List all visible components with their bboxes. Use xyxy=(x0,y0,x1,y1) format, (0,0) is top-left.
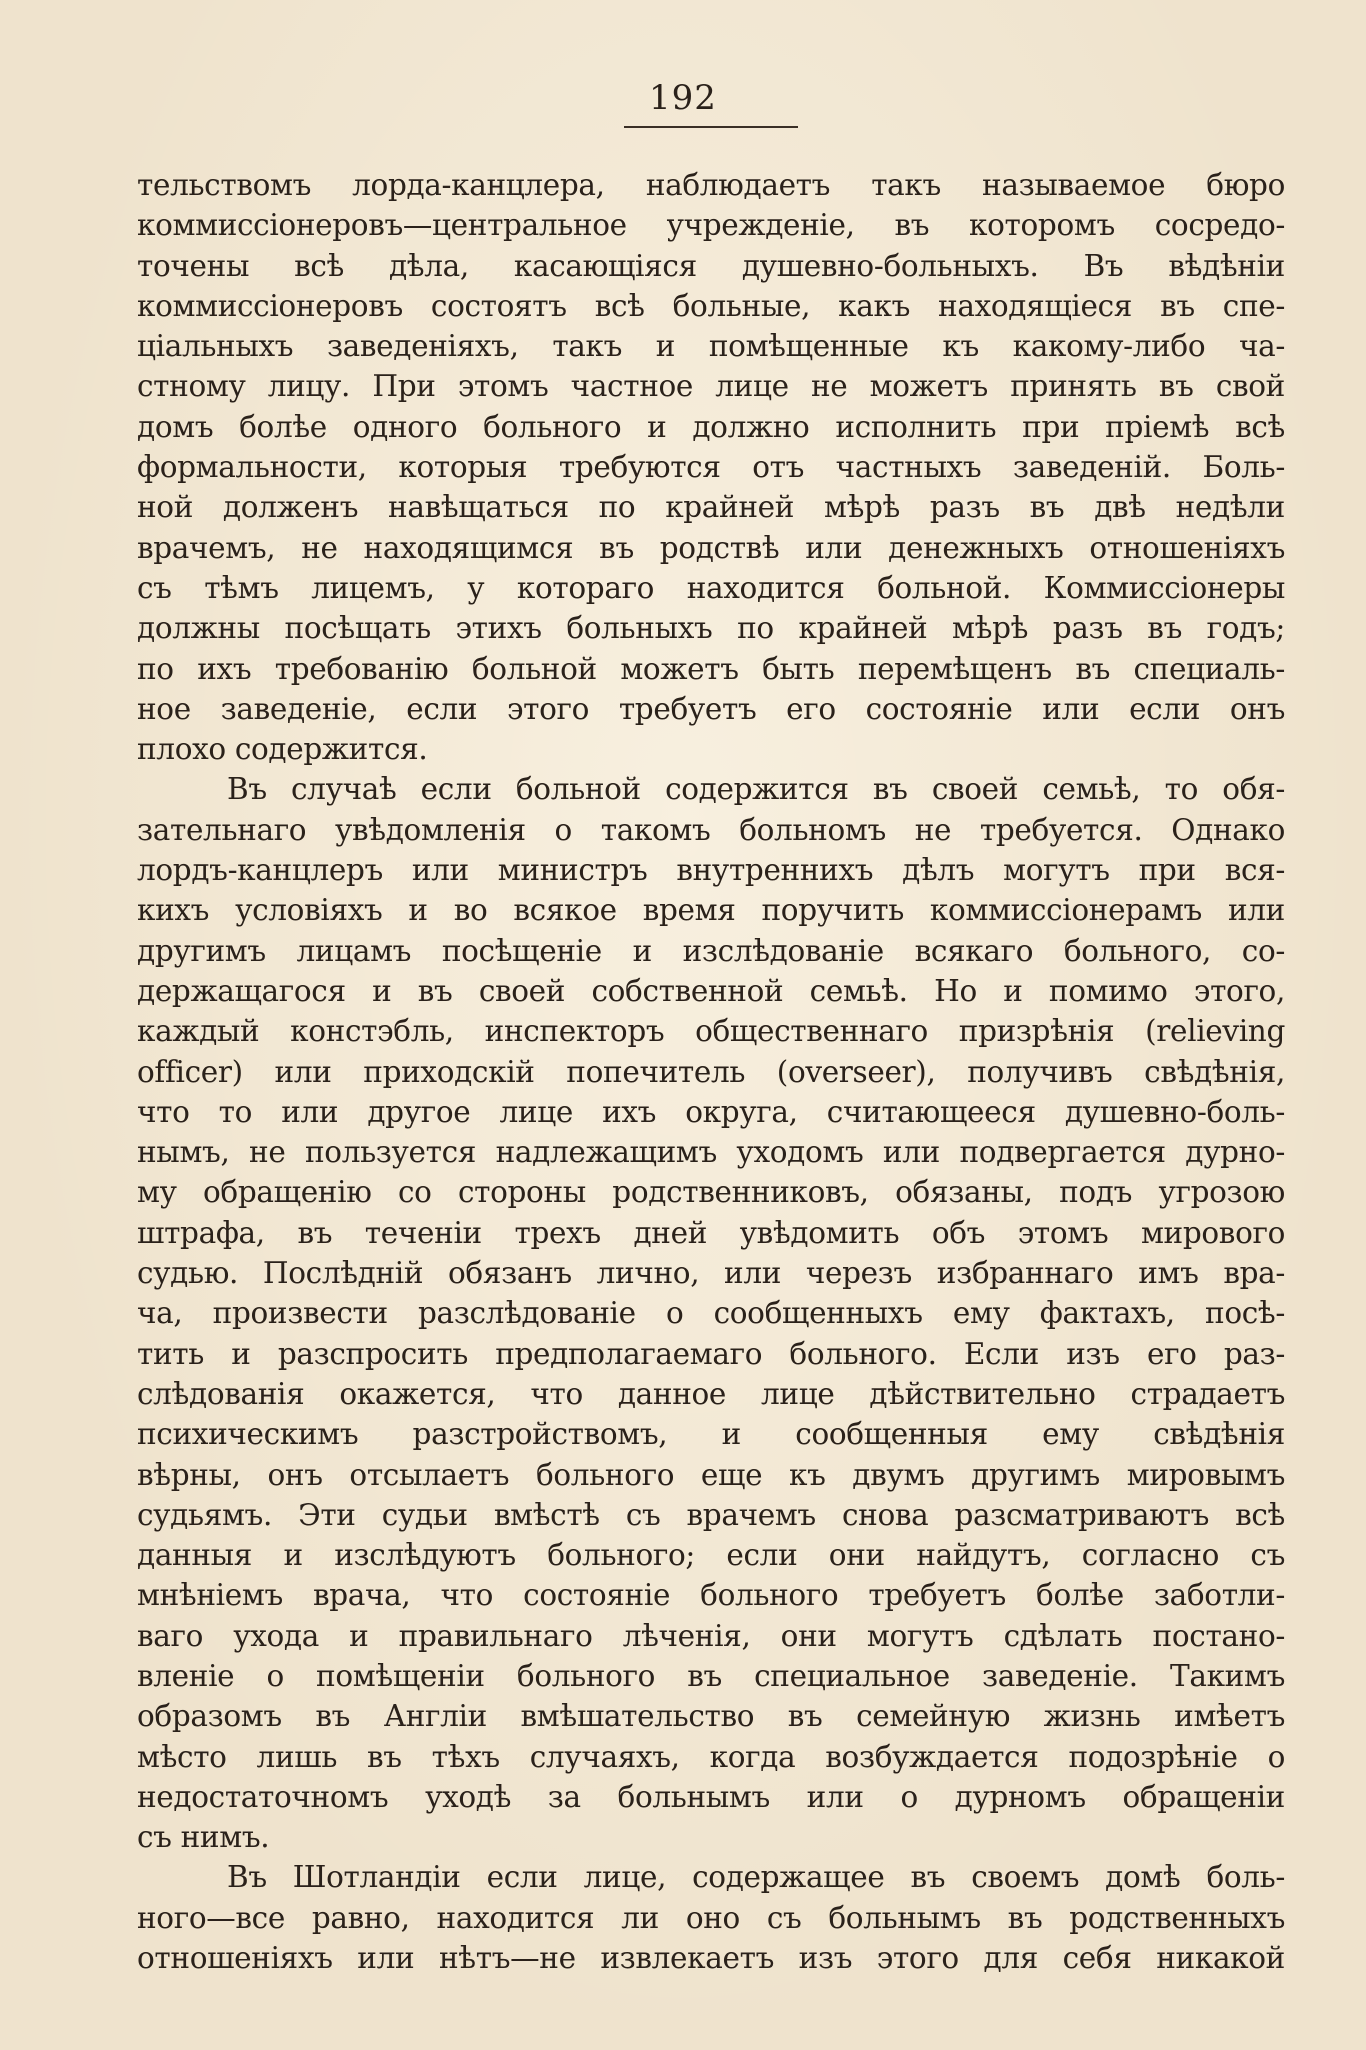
text-line: что то или другое лице ихъ округа, считающееся душевно-боль- xyxy=(137,1094,1285,1129)
text-line: точены всѣ дѣла, касающіяся душевно-больныхъ. Въ вѣдѣніи xyxy=(137,248,1285,283)
text-line: данныя и изслѣдуютъ больного; если они найдутъ, согласно съ xyxy=(137,1538,1285,1573)
text-line: слѣдованія окажется, что данное лице дѣйствительно страдаетъ xyxy=(137,1376,1285,1411)
text-line: съ тѣмъ лицемъ, у котораго находится больной. Коммиссіонеры xyxy=(137,570,1285,605)
text-line: плохо содержится. xyxy=(137,732,428,767)
text-line: ного—все равно, находится ли оно съ больнымъ въ родственныхъ xyxy=(137,1900,1285,1935)
text-line: тельствомъ лорда-канцлера, наблюдаетъ такъ называемое бюро xyxy=(137,168,1285,202)
text-line: коммиссіонеровъ состоятъ всѣ больные, какъ находящіеся въ спе- xyxy=(137,288,1285,323)
text-line: другимъ лицамъ посѣщеніе и изслѣдованіе всякаго больного, со- xyxy=(137,933,1285,968)
text-line: ча, произвести разслѣдованіе о сообщенныхъ ему фактахъ, посѣ- xyxy=(137,1296,1285,1331)
text-line: му обращенію со стороны родственниковъ, обязаны, подъ угрозою xyxy=(137,1175,1285,1210)
text-line: домъ болѣе одного больного и должно исполнить при пріемѣ всѣ xyxy=(137,409,1285,444)
text-line: образомъ въ Англіи вмѣшательство въ семейную жизнь имѣетъ xyxy=(137,1699,1285,1734)
text-line: недостаточномъ уходѣ за больнымъ или о дурномъ обращеніи xyxy=(137,1779,1285,1814)
text-line: отношеніяхъ или нѣтъ—не извлекаетъ изъ этого для себя никакой xyxy=(137,1941,1285,1976)
body-text xyxy=(137,165,1285,1978)
text-line: по ихъ требованію больной можетъ быть перемѣщенъ въ специаль- xyxy=(137,651,1285,686)
text-line: лордъ-канцлеръ или министръ внутреннихъ дѣлъ могутъ при вся- xyxy=(137,853,1285,888)
text-line: Въ случаѣ если больной содержится въ своей семьѣ, то обя- xyxy=(227,772,1285,807)
text-line: ціальныхъ заведеніяхъ, такъ и помѣщенные къ какому-либо ча- xyxy=(137,329,1285,364)
text-line: стному лицу. При этомъ частное лице не можетъ принять въ свой xyxy=(137,369,1285,404)
text-line: Въ Шотландіи если лице, содержащее въ своемъ домѣ боль- xyxy=(227,1860,1285,1895)
text-line: ной долженъ навѣщаться по крайней мѣрѣ разъ въ двѣ недѣли xyxy=(137,490,1285,525)
text-line: мнѣніемъ врача, что состояніе больного требуетъ болѣе заботли- xyxy=(137,1578,1285,1613)
text-line: должны посѣщать этихъ больныхъ по крайней мѣрѣ разъ въ годъ; xyxy=(137,611,1285,646)
text-line: вѣрны, онъ отсылаетъ больного еще къ двумъ другимъ мировымъ xyxy=(137,1457,1285,1492)
text-line: формальности, которыя требуются отъ частныхъ заведеній. Боль- xyxy=(137,450,1285,485)
text-line: ное заведеніе, если этого требуетъ его состояніе или если онъ xyxy=(137,691,1285,726)
text-line: каждый констэбль, инспекторъ общественнаго призрѣнія (relieving xyxy=(137,1014,1285,1049)
text-line: врачемъ, не находящимся въ родствѣ или денежныхъ отношеніяхъ xyxy=(137,530,1285,565)
page-number: 192 xyxy=(649,78,717,118)
text-line: кихъ условіяхъ и во всякое время поручить коммиссіонерамъ или xyxy=(137,893,1285,928)
text-line: тить и разспросить предполагаемаго больного. Если изъ его раз- xyxy=(137,1336,1285,1371)
text-line: officer) или приходскій попечитель (overseer), получивъ свѣдѣнія, xyxy=(137,1054,1285,1089)
text-line: судью. Послѣдній обязанъ лично, или черезъ избраннаго имъ вра- xyxy=(137,1256,1285,1291)
text-line: вленіе о помѣщеніи больного въ специальное заведеніе. Такимъ xyxy=(137,1658,1285,1693)
text-line: держащагося и въ своей собственной семьѣ. Но и помимо этого, xyxy=(137,973,1285,1008)
text-line: психическимъ разстройствомъ, и сообщенныя ему свѣдѣнія xyxy=(137,1417,1285,1452)
text-line: судьямъ. Эти судьи вмѣстѣ съ врачемъ снова разсматриваютъ всѣ xyxy=(137,1497,1285,1532)
text-line: съ нимъ. xyxy=(137,1820,270,1855)
text-line: нымъ, не пользуется надлежащимъ уходомъ или подвергается дурно- xyxy=(137,1135,1285,1170)
text-line: штрафа, въ теченіи трехъ дней увѣдомить объ этомъ мирового xyxy=(137,1215,1285,1250)
text-line: коммиссіонеровъ—центральное учрежденіе, въ которомъ сосредо- xyxy=(137,208,1285,243)
text-line: мѣсто лишь въ тѣхъ случаяхъ, когда возбуждается подозрѣніе о xyxy=(137,1739,1285,1774)
text-line: зательнаго увѣдомленія о такомъ больномъ не требуется. Однако xyxy=(137,812,1285,847)
text-line: ваго ухода и правильнаго лѣченія, они могутъ сдѣлать постано- xyxy=(137,1618,1285,1653)
header-rule xyxy=(624,126,798,128)
